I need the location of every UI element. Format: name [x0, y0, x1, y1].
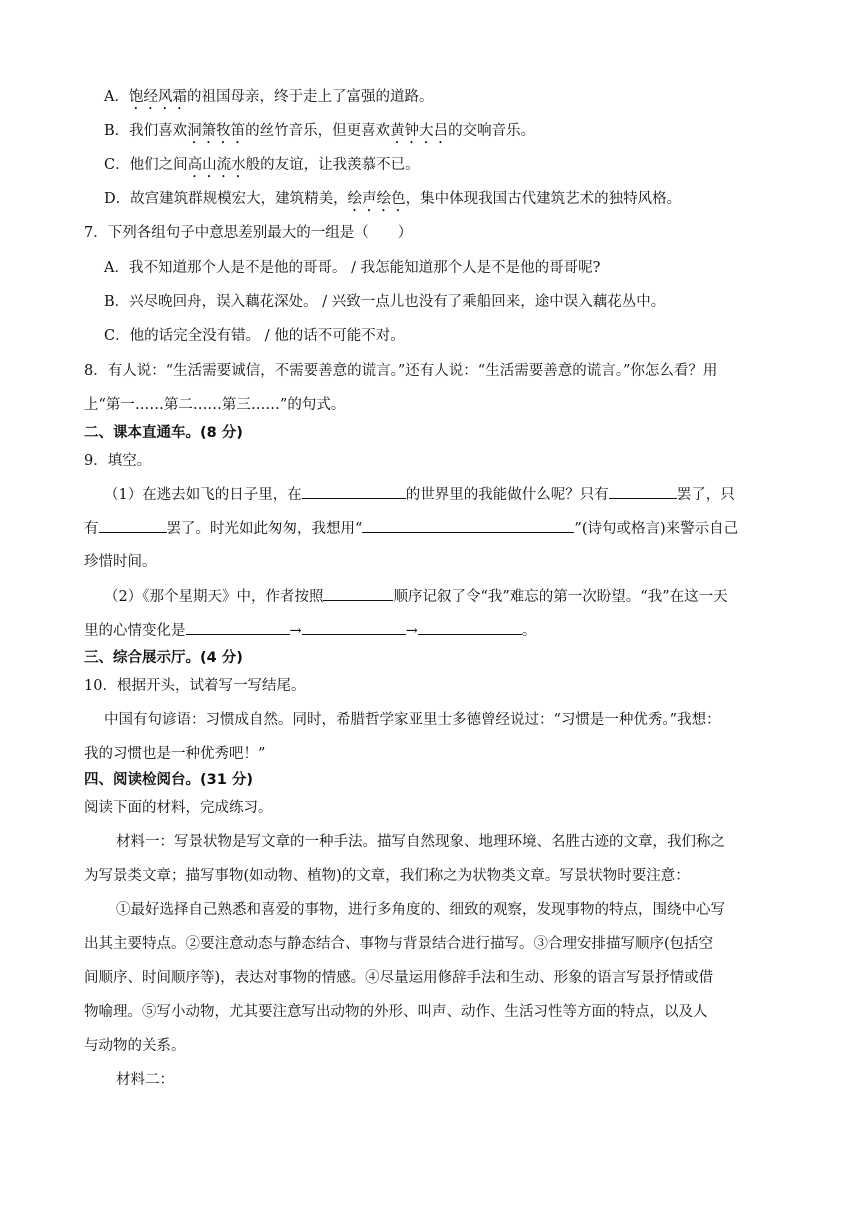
q7-option-a: A．我不知道那个人是不是他的哥哥。 / 我怎能知道那个人是不是他的哥哥呢? — [104, 260, 601, 276]
material-1-line-4: 出其主要特点。②要注意动态与静态结合、事物与背景结合进行描写。③合理安排描写顺序(包括空 — [84, 936, 714, 952]
option-text: 般的友谊，让我羡慕不已。 — [245, 157, 420, 173]
q10-line-1: 中国有句谚语：习惯成自然。同时，希腊哲学家亚里士多德曾经说过：“习惯是一种优秀。”我想： — [104, 712, 721, 728]
dotted-phrase: 绘声绘色 — [347, 191, 406, 207]
option-text: 的祖国母亲，终于走上了富强的道路。 — [186, 89, 434, 105]
text: ”(诗句或格言)来警示自己 — [574, 521, 739, 537]
text: 。 — [521, 623, 537, 639]
q6-option-b — [104, 121, 535, 147]
q9-p1-line-2 — [84, 518, 738, 539]
q10-line-2: 我的习惯也是一种优秀吧！” — [84, 746, 266, 762]
fill-blank[interactable] — [418, 620, 522, 635]
dotted-phrase: 黄钟大吕 — [390, 123, 449, 139]
q7-option-c: C．他的话完全没有错。 / 他的话不可能不对。 — [104, 328, 405, 344]
arrow: → — [289, 623, 302, 639]
q6-option-a — [104, 87, 433, 113]
section-4-title: 四、阅读检阅台。(31 分) — [84, 772, 253, 788]
material-1-line-1: 材料一：写景状物是写文章的一种手法。描写自然现象、地理环境、名胜古迹的文章，我们称之 — [116, 834, 725, 850]
option-label: A． — [104, 89, 129, 105]
text: 罢了，只 — [676, 487, 735, 503]
dotted-phrase: 洞箫牧笛 — [187, 123, 246, 139]
fill-blank[interactable] — [302, 620, 406, 635]
fill-blank[interactable] — [186, 620, 290, 635]
material-1-line-7: 与动物的关系。 — [84, 1038, 186, 1054]
fill-blank[interactable] — [302, 484, 406, 499]
material-1-line-2: 为写景类文章；描写事物(如动物、植物)的文章，我们称之为状物类文章。写景状物时要注意： — [84, 868, 690, 884]
q9-p1-line-1 — [104, 484, 735, 505]
section-3-title: 三、综合展示厅。(4 分) — [84, 650, 243, 666]
q9-p2-line-1 — [104, 586, 728, 607]
text: 有 — [84, 521, 99, 537]
fill-blank[interactable] — [323, 586, 393, 601]
q9-p2-line-2 — [84, 620, 536, 641]
option-text: ，集中体现我国古代建筑艺术的独特风格。 — [405, 191, 682, 207]
fill-blank[interactable] — [99, 518, 167, 533]
q7-stem: 7．下列各组句子中意思差别最大的一组是（ ） — [84, 225, 413, 241]
dotted-phrase: 高山流水 — [187, 157, 246, 173]
q10-stem: 10．根据开头，试着写一写结尾。 — [84, 678, 306, 694]
text: （2）《那个星期天》中，作者按照 — [104, 589, 324, 605]
q8-line-2: 上“第一……第二……第三……”的句式。 — [84, 397, 346, 413]
fill-blank[interactable] — [609, 484, 677, 499]
text: 的世界里的我能做什么呢？只有 — [405, 487, 609, 503]
material-1-line-3: ①最好选择自己熟悉和喜爱的事物，进行多角度的、细致的观察，发现事物的特点，围绕中心写 — [116, 902, 725, 918]
q6-option-c — [104, 155, 420, 181]
text: 罢了。时光如此匆匆，我想用“ — [166, 521, 363, 537]
material-2-label: 材料二： — [116, 1072, 174, 1088]
text: （1）在逃去如飞的日子里，在 — [104, 487, 302, 503]
q9-p1-line-3: 珍惜时间。 — [84, 554, 157, 570]
q8-line-1: 8．有人说：“生活需要诚信，不需要善意的谎言。”还有人说：“生活需要善意的谎言。”你怎么看？用 — [84, 363, 718, 379]
arrow: → — [405, 623, 418, 639]
text: 里的心情变化是 — [84, 623, 186, 639]
q9-stem: 9．填空。 — [84, 453, 152, 469]
dotted-phrase: 饱经风霜 — [128, 89, 187, 105]
material-1-line-6: 物喻理。⑤写小动物，尤其要注意写出动物的外形、叫声、动作、生活习性等方面的特点，以及人 — [84, 1004, 708, 1020]
text: 顺序记叙了令“我”难忘的第一次盼望。“我”在这一天 — [393, 589, 728, 605]
option-text: C．他们之间 — [104, 157, 188, 173]
option-text: 的丝竹音乐，但更喜欢 — [245, 123, 391, 139]
material-1-line-5: 间顺序、时间顺序等)，表达对事物的情感。④尽量运用修辞手法和生动、形象的语言写景抒情或借 — [84, 970, 714, 986]
option-text: D．故宫建筑群规模宏大，建筑精美， — [104, 191, 348, 207]
option-text: B．我们喜欢 — [104, 123, 188, 139]
option-text: 的交响音乐。 — [448, 123, 536, 139]
section-2-title: 二、课本直通车。(8 分) — [84, 425, 243, 441]
q7-option-b: B．兴尽晚回舟，误入藕花深处。 / 兴致一点儿也没有了乘船回来，途中误入藕花丛中。 — [104, 294, 666, 310]
fill-blank[interactable] — [362, 518, 574, 533]
q6-option-d — [104, 189, 681, 215]
reading-intro: 阅读下面的材料，完成练习。 — [84, 800, 273, 816]
